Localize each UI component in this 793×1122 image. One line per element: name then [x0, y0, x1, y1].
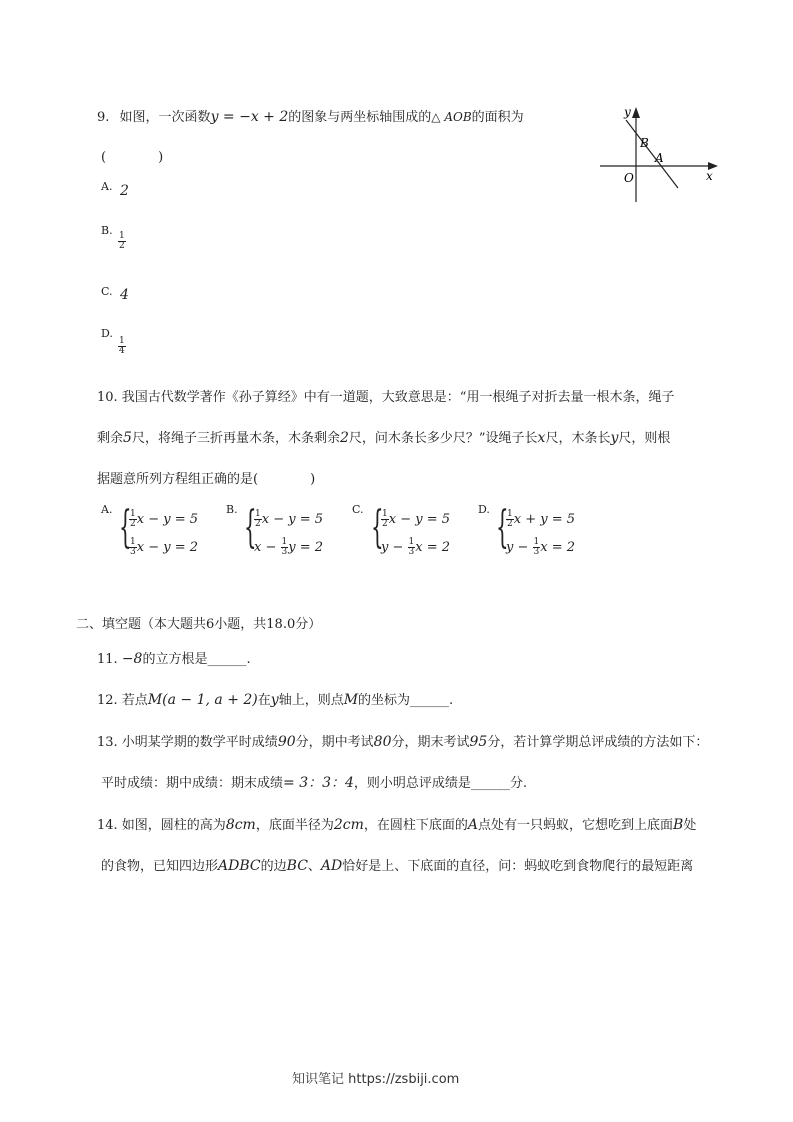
q13-text: ，则小明总评成绩是______分.	[353, 776, 528, 791]
q9-option-a-letter: A.	[101, 180, 113, 193]
equation-1: $\frac{1}{2}$ x − y = 5	[382, 509, 450, 529]
q10-text: 尺，木条长	[545, 431, 611, 446]
origin-label: O	[624, 171, 634, 185]
q14-text: 的边	[260, 859, 287, 874]
point-a-label: A	[655, 151, 664, 165]
y-axis-label: y	[624, 105, 631, 119]
q9-option-d-letter: D.	[101, 327, 113, 340]
q9-stem	[97, 106, 524, 125]
q13-final-score: 95	[469, 734, 488, 750]
brace-icon: {	[496, 502, 509, 553]
fraction-numerator: 1	[119, 231, 125, 241]
brace-icon: {	[244, 502, 257, 553]
q10-option-b-letter: B.	[226, 503, 238, 516]
q9-option-c-value: 4	[120, 287, 129, 303]
q9-text-3: 的面积为	[471, 110, 524, 125]
q13-text: 分，若计算学期总评成绩的方法如下：	[487, 735, 709, 750]
q12-text: 12. 若点	[97, 693, 148, 708]
q10-text: 尺，则根	[618, 431, 671, 446]
q14-point-a: A	[467, 817, 479, 833]
footer-watermark[interactable]: 知识笔记 https://zsbiji.com	[292, 1072, 460, 1087]
equation-1: $\frac{1}{2}$ x − y = 5	[130, 509, 198, 529]
q12-point-var: M	[343, 692, 359, 708]
section-2-heading: 二、填空题（本大题共6小题，共18.0分）	[76, 617, 322, 632]
q12-text: 在	[257, 693, 271, 708]
fraction-denominator: 4	[119, 346, 125, 356]
equation-2: y − $\frac{1}{3}$ x = 2	[381, 537, 451, 557]
q14-text: 、	[307, 859, 321, 874]
q10-text: 尺，将绳子三折再量木条，木条剩余	[131, 431, 340, 446]
q14-text: 点处有一只蚂蚁，它想吃到上底面	[478, 818, 674, 833]
q10-option-c-letter: C.	[352, 503, 364, 516]
brace-icon: {	[119, 502, 132, 553]
q13-text: 分，期中考试	[295, 735, 374, 750]
q10-line-2	[97, 427, 670, 446]
q9-text-1: 如图，一次函数	[119, 110, 211, 125]
q13-line-1	[97, 731, 708, 750]
q14-text: 14. 如图，圆柱的高为	[97, 818, 226, 833]
q14-text: 恰好是上、下底面的直径，问：蚂蚁吃到食物爬行的最短距离	[342, 859, 694, 874]
q14-line-2	[101, 855, 693, 874]
q9-option-a-value: 2	[120, 183, 129, 199]
q10-line-1: 10. 我国古代数学著作《孙子算经》中有一道题，大致意思是：“用一根绳子对折去量一根木条，绳子	[97, 390, 675, 405]
q9-option-b-letter: B.	[101, 224, 113, 237]
q12-axis-var: y	[270, 692, 279, 708]
equation-2: $\frac{1}{3}$ x − y = 2	[130, 537, 198, 557]
q13-regular-score: 90	[277, 734, 296, 750]
q9-triangle: △ AOB	[431, 110, 472, 124]
q14-text: 的食物，已知四边形	[101, 859, 219, 874]
q12-point-expr: M(a − 1, a + 2)	[147, 692, 258, 708]
q9-figure	[596, 100, 726, 206]
q14-side-bc: BC	[286, 858, 308, 874]
q13-text: 13. 小明某学期的数学平时成绩	[97, 735, 278, 750]
q10-text: 剩余	[97, 431, 124, 446]
q12-text: 轴上，则点	[278, 693, 344, 708]
x-axis-label: x	[706, 169, 713, 183]
q12	[97, 689, 453, 708]
q10-wood-remainder: 2	[339, 430, 349, 446]
fraction-numerator: 1	[119, 336, 125, 346]
q11-text: 的立方根是______.	[142, 652, 251, 667]
q14-text: ，底面半径为	[255, 818, 334, 833]
q12-text: 的坐标为______.	[358, 693, 454, 708]
q10-option-a-letter: A.	[101, 503, 113, 516]
q11-value: −8	[121, 651, 143, 667]
q9-option-d-fraction	[118, 337, 126, 356]
q9-option-c-letter: C.	[101, 285, 113, 298]
equation-1: $\frac{1}{2}$ x + y = 5	[507, 509, 575, 529]
q9-answer-paren: ( )	[101, 150, 164, 165]
q13-ratio: = 3：3：4	[283, 775, 354, 791]
q13-text: 平时成绩：期中成绩：期末成绩	[101, 776, 284, 791]
q14-point-b: B	[673, 817, 684, 833]
q13-text: 分，期末考试	[391, 735, 470, 750]
fraction-denominator: 2	[119, 241, 125, 251]
q9-number: 9.	[97, 110, 110, 125]
equation-2: x − $\frac{1}{3}$ y = 2	[254, 537, 324, 557]
q14-line-1	[97, 814, 696, 833]
q14-side-ad: AD	[320, 858, 343, 874]
brace-icon: {	[371, 502, 384, 553]
q9-option-b-fraction	[118, 232, 126, 251]
q13-midterm-score: 80	[373, 734, 392, 750]
q14-text: 处	[683, 818, 697, 833]
equation-2: y − $\frac{1}{3}$ x = 2	[506, 537, 576, 557]
q14-quadrilateral: ADBC	[218, 858, 261, 874]
q13-line-2	[101, 772, 527, 792]
point-b-label: B	[640, 136, 649, 150]
q10-option-d-letter: D.	[478, 503, 490, 516]
q9-function-expr: y = −x + 2	[210, 109, 289, 125]
q14-height: 8cm	[225, 817, 256, 833]
q14-radius: 2cm	[333, 817, 364, 833]
q14-text: ，在圆柱下底面的	[363, 818, 468, 833]
q10-var-x: x	[537, 430, 546, 446]
y-axis-arrow	[632, 107, 640, 118]
q11	[97, 648, 251, 667]
q10-text: 尺，问木条长多少尺？”设绳子长	[348, 431, 538, 446]
q9-text-2: 的图象与两坐标轴围成的	[288, 110, 432, 125]
q10-line-3: 据题意所列方程组正确的是( )	[97, 472, 316, 487]
q10-var-y: y	[610, 430, 619, 446]
q11-number: 11.	[97, 652, 122, 667]
q10-rope-remainder: 5	[123, 430, 132, 446]
equation-1: $\frac{1}{2}$ x − y = 5	[255, 509, 323, 529]
